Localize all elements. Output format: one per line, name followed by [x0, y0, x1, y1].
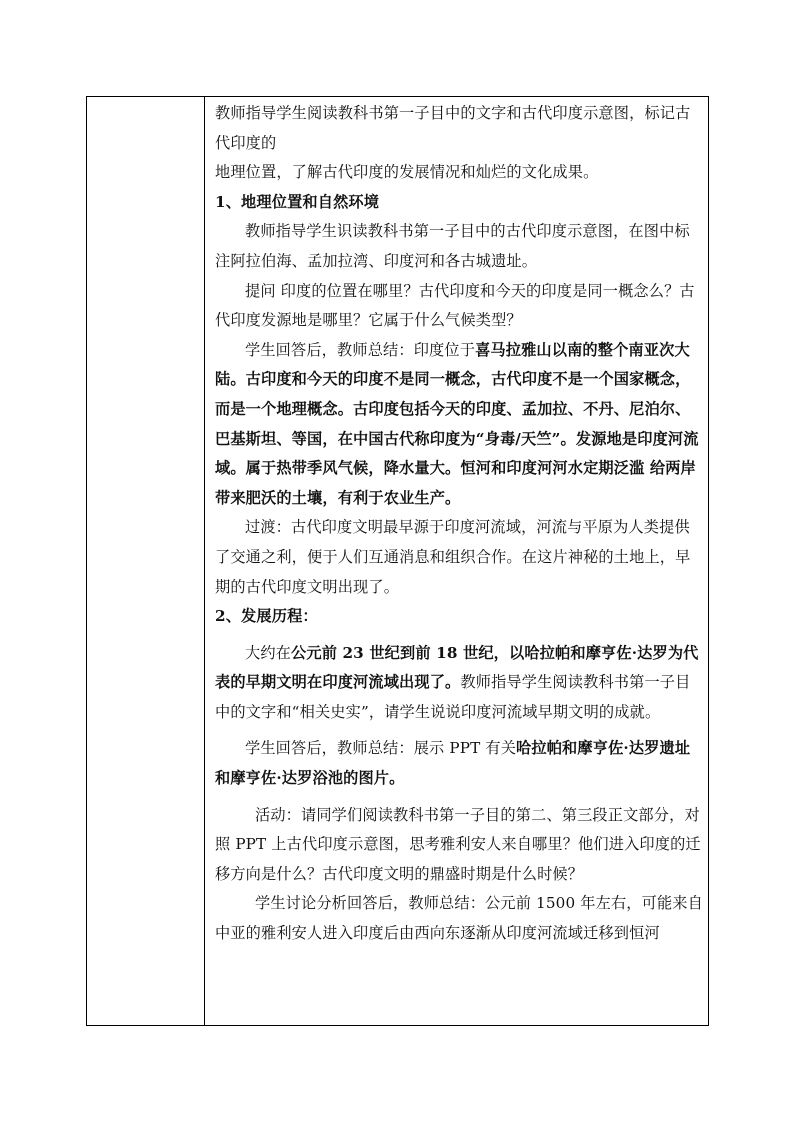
paragraph: 过渡：古代印度文明最早源于印度河流域，河流与平原为人类提供了交通之利，便于人们互通消息和组织合作。在这片神秘的土地上，早期的古代印度文明出现了。 [215, 518, 691, 596]
lesson-content [215, 99, 705, 949]
text-span: 学生回答后，教师总结：印度位于 [245, 340, 476, 359]
paragraph [215, 734, 705, 793]
text-span: 教师指导学生阅读教科书第一子目中的文字和“相关史实”，请学生说说印度河流域早期文明的成就。 [215, 673, 691, 721]
section-heading: 2、发展历程： [215, 607, 318, 626]
paragraph [215, 639, 705, 728]
paragraph: 教师指导学生识读教科书第一子目中的古代印度示意图，在图中标注阿拉伯海、孟加拉湾、印度河和各古城遗址。 [215, 222, 690, 270]
bold-text: 哈拉帕和摩亨佐·达罗遗址和摩亨佐·达罗浴池的图片。 [215, 739, 691, 788]
paragraph: 地理位置，了解古代印度的发展情况和灿烂的文化成果。 [215, 163, 599, 182]
section-heading: 1、地理位置和自然环境 [215, 192, 380, 211]
paragraph [215, 336, 705, 514]
paragraph: 提问 印度的位置在哪里？古代印度和今天的印度是同一概念么？古代印度发源地是哪里？它属于什么气候类型？ [215, 281, 695, 330]
bold-text: 喜马拉雅山以南的整个南亚次大陆。古印度和今天的印度不是同一概念，古代印度不是一个国家概念，而是一个地理概念。古印度包括今天的印度、孟加拉、不丹、尼泊尔、巴基斯坦、等国，在中国古代称印度为“身毒/天竺”。发源地是印度河流域。属于热带季风气候，降水量大。恒河和印度河河水定期泛滥 给两岸带来肥沃的土壤，有利于农业生产。 [215, 340, 699, 507]
text-span: 学生回答后，教师总结：展示 PPT 有关 [245, 739, 517, 758]
paragraph: 活动：请同学们阅读教科书第一子目的第二、第三段正文部分，对照 PPT 上古代印度示意图，思考雅利安人来自哪里？他们进入印度的迁移方向是什么？古代印度文明的鼎盛时期是什么时候？ [215, 805, 701, 883]
paragraph: 学生讨论分析回答后，教师总结：公元前 1500 年左右，可能来自中亚的雅利安人进入印度后由西向东逐渐从印度河流域迁移到恒河 [215, 894, 703, 943]
paragraph: 教师指导学生阅读教科书第一子目中的文字和古代印度示意图，标记古代印度的 [215, 104, 691, 152]
column-divider [204, 97, 205, 1025]
lesson-table [86, 96, 709, 1026]
text-span: 大约在 [245, 643, 292, 662]
bold-text: 公元前 23 世纪到前 18 世纪，以哈拉帕和摩亨佐·达罗为代表的早期文明在印度河流域出现了。 [215, 643, 699, 692]
